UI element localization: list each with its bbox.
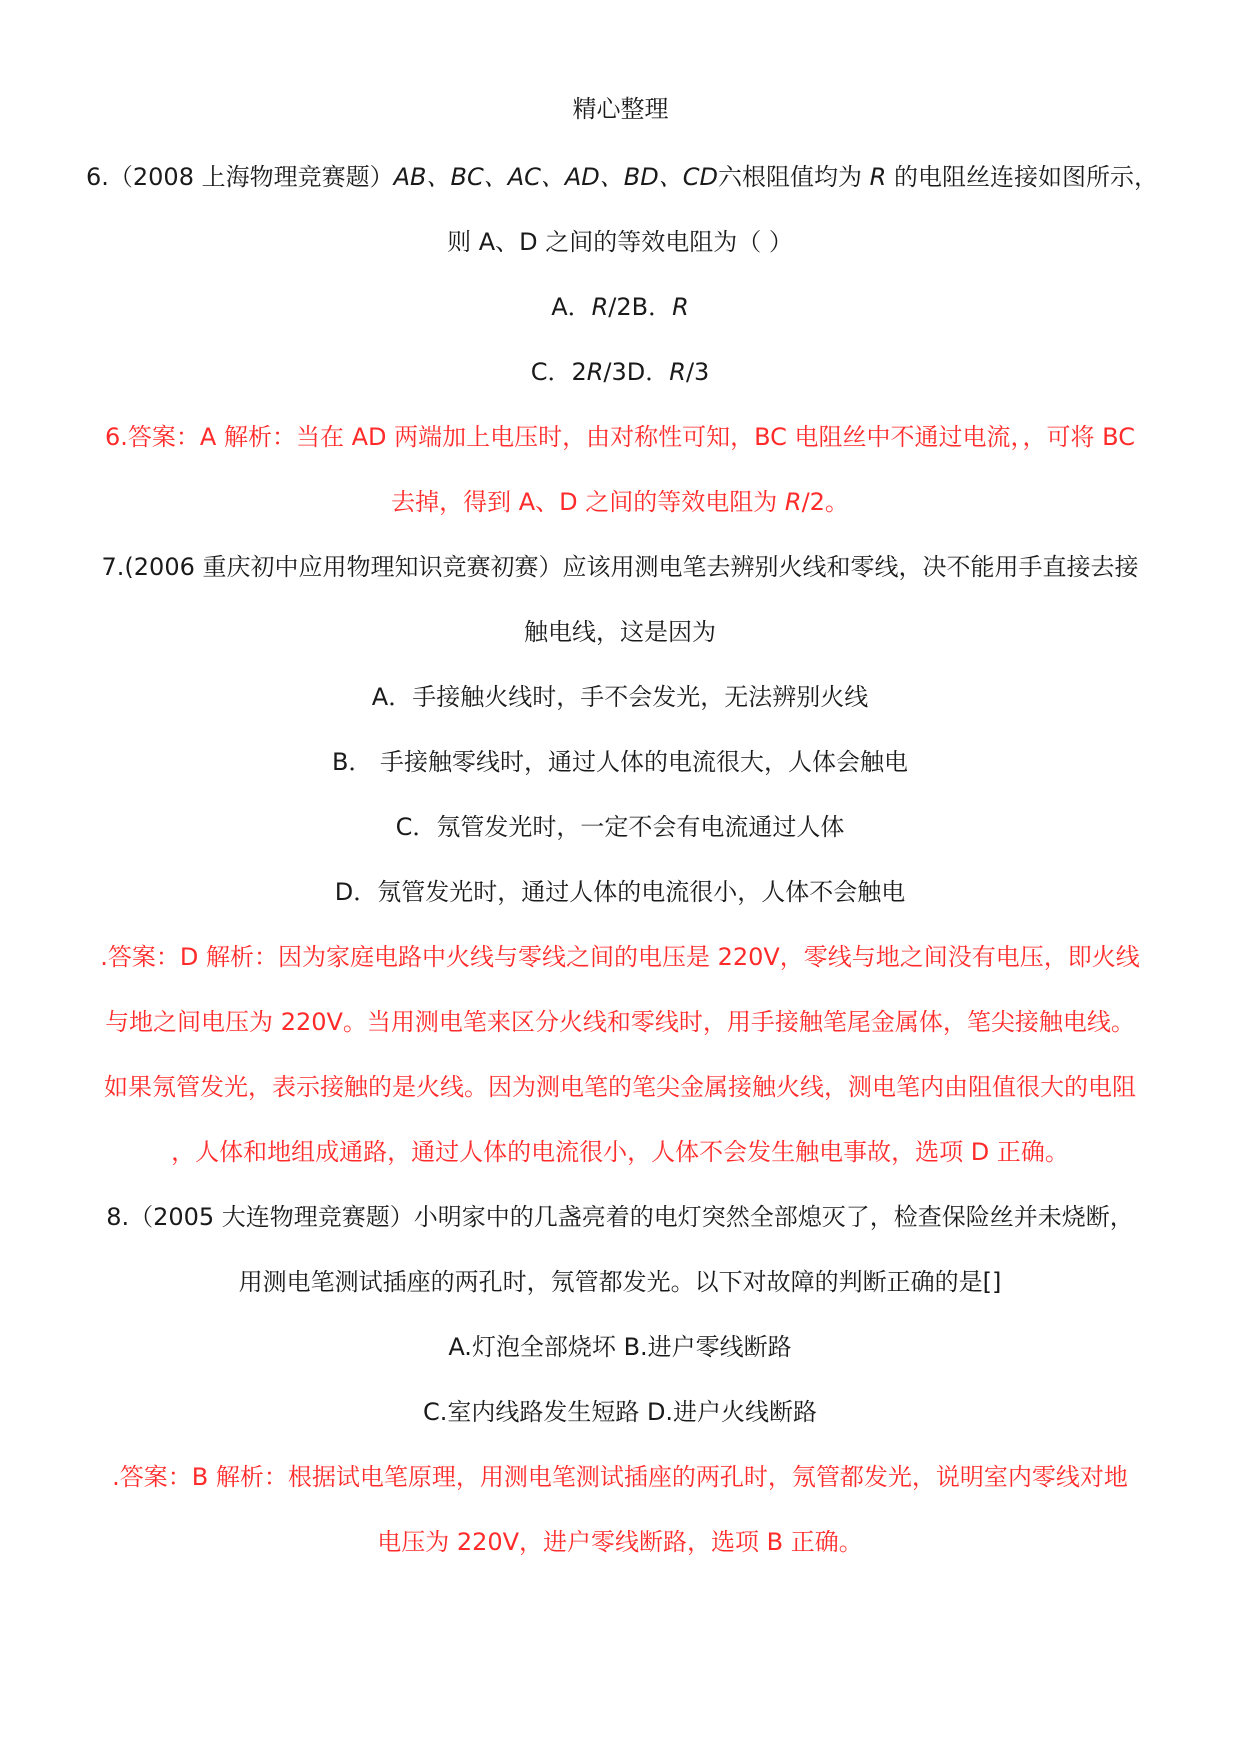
q6-option-a-label: A． [551, 293, 592, 321]
q6-option-c-r: R [586, 358, 604, 386]
q6-option-c-d: /3D． [603, 358, 670, 386]
q6-stem-line1 [86, 145, 1158, 210]
q6-option-a-b: /2B． [608, 293, 673, 321]
q8-stem-line1: 8.（2005 大连物理竞赛题）小明家中的几盏亮着的电灯突然全部熄灭了，检查保险丝并未烧断， [106, 1203, 1134, 1231]
q6-answer-line1: 6.答案：A 解析：当在 AD 两端加上电压时，由对称性可知，BC 电阻丝中不通过电流，，可将 BC [105, 423, 1135, 451]
q6-wire-names: AB、BC、AC、AD、BD、CD [393, 163, 718, 191]
q6-stem-mid: 六根阻值均为 [717, 163, 870, 191]
q7-stem-line2: 触电线，这是因为 [524, 618, 716, 646]
q8-answer-line1: .答案：B 解析：根据试电笔原理，用测电笔测试插座的两孔时，氖管都发光，说明室内零线对地 [112, 1463, 1128, 1491]
q6-answer-text: 去掉，得到 A、D 之间的等效电阻为 [391, 488, 785, 516]
q6-options-ab [86, 275, 1154, 340]
q7-answer-line1: .答案：D 解析：因为家庭电路中火线与零线之间的电压是 220V，零线与地之间没有电压，即火线 [100, 943, 1140, 971]
q6-option-d-tail: /3 [685, 358, 710, 386]
q8-options-cd: C.室内线路发生短路 D.进户火线断路 [422, 1398, 818, 1426]
q6-answer-line2 [86, 470, 1154, 535]
q6-option-c-label: C．2 [530, 358, 587, 386]
q6-answer-tail: /2。 [801, 488, 849, 516]
q7-option-b: B． 手接触零线时，通过人体的电流很大，人体会触电 [331, 748, 909, 776]
q8-stem-line2: 用测电笔测试插座的两孔时，氖管都发光。以下对故障的判断正确的是[] [238, 1268, 1002, 1296]
q8-options-ab: A.灯泡全部烧坏 B.进户零线断路 [448, 1333, 792, 1361]
q6-answer-r: R [784, 488, 802, 516]
q7-answer-line3: 如果氖管发光，表示接触的是火线。因为测电笔的笔尖金属接触火线，测电笔内由阻值很大的电阻 [104, 1073, 1136, 1101]
q7-option-c: C．氖管发光时，一定不会有电流通过人体 [395, 813, 845, 841]
q7-option-a: A．手接触火线时，手不会发光，无法辨别火线 [371, 683, 869, 711]
q7-stem-line1: 7.(2006 重庆初中应用物理知识竞赛初赛）应该用测电笔去辨别火线和零线，决不能用手直接去接 [101, 553, 1139, 581]
q6-option-b-r: R [672, 293, 689, 321]
q6-stem-prefix: 6.（2008 上海物理竞赛题） [86, 163, 394, 191]
q8-answer-line2: 电压为 220V，进户零线断路，选项 B 正确。 [377, 1528, 863, 1556]
q7-answer-line4: ，人体和地组成通路，通过人体的电流很小，人体不会发生触电事故，选项 D 正确。 [171, 1138, 1069, 1166]
q6-option-a-r: R [591, 293, 609, 321]
q6-stem-suffix: 的电阻丝连接如图所示， [886, 163, 1158, 191]
q6-option-d-r: R [669, 358, 686, 386]
q6-options-cd [86, 340, 1154, 405]
document-body [86, 145, 1158, 1575]
q7-answer-line2: 与地之间电压为 220V。当用测电笔来区分火线和零线时，用手接触笔尾金属体，笔尖接触电线。 [105, 1008, 1135, 1036]
page-header: 精心整理 [572, 95, 669, 123]
q7-option-d: D．氖管发光时，通过人体的电流很小，人体不会触电 [334, 878, 906, 906]
q6-resistance-symbol: R [869, 163, 887, 191]
q6-stem-line2: 则 A、D 之间的等效电阻为（ ） [447, 228, 793, 256]
